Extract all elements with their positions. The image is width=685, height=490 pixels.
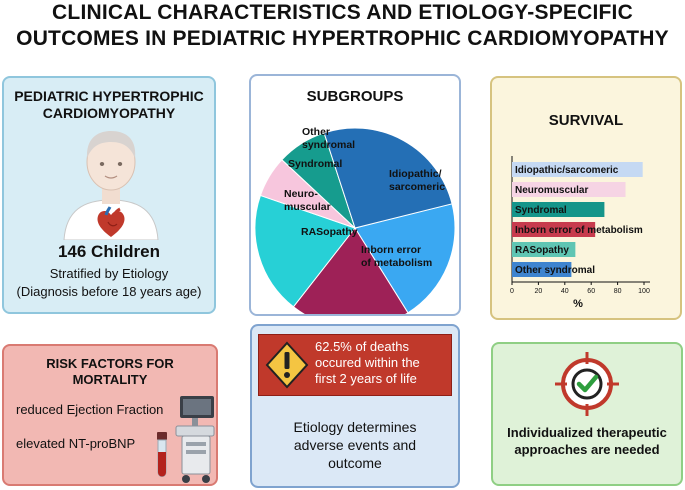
survival-tick-3: 60 <box>587 288 596 295</box>
cohort-title-line-2: CARDIOMYOPATHY <box>42 105 176 121</box>
early-deaths-line-3: first 2 years of life <box>315 371 417 386</box>
ultrasound-machine-icon <box>172 394 216 484</box>
survival-bar-label-1: Neuromuscular <box>515 185 589 196</box>
survival-panel <box>490 76 682 320</box>
subgroups-pie-chart <box>251 76 459 314</box>
survival-tick-2: 40 <box>560 288 569 295</box>
risk-factors-panel <box>2 344 218 486</box>
survival-bar-label-4: RASopathy <box>515 245 569 256</box>
pie-label-0: Idiopathic/ sarcomeric <box>389 168 446 193</box>
page-title <box>0 0 685 52</box>
pie-label-2: RASopathy <box>301 226 358 238</box>
cohort-title-line-1: PEDIATRIC HYPERTROPHIC <box>14 88 204 104</box>
pie-label-4: Syndromal <box>288 158 343 170</box>
early-deaths-text <box>315 339 449 387</box>
cohort-panel <box>2 76 216 314</box>
survival-bar-label-5: Other syndromal <box>515 265 596 276</box>
etiology-line-3: outcome <box>328 455 382 471</box>
risk-factors-title <box>4 356 216 388</box>
deaths-panel <box>250 324 460 488</box>
pie-label-1: Inborn error of metabolism <box>361 244 433 269</box>
survival-tick-0: 0 <box>510 288 514 295</box>
survival-bar-chart <box>492 78 680 318</box>
survival-tick-5: 100 <box>638 288 650 295</box>
blood-tube-icon <box>154 432 170 480</box>
individualized-line-1: Individualized therapeutic <box>507 425 667 440</box>
individualized-panel <box>491 342 683 486</box>
survival-title: SURVIVAL <box>548 112 624 129</box>
early-deaths-line-1: 62.5% of deaths <box>315 339 409 354</box>
etiology-statement <box>252 418 458 472</box>
subgroups-title: SUBGROUPS <box>306 88 404 105</box>
diagnosis-age-text: (Diagnosis before 18 years age) <box>16 284 202 299</box>
survival-axis-label: % <box>573 298 583 310</box>
title-line-2: OUTCOMES IN PEDIATRIC HYPERTROPHIC CARDIOMYOPATHY <box>16 27 669 50</box>
warning-icon <box>265 341 309 389</box>
survival-bar-label-2: Syndromal <box>515 205 567 216</box>
target-check-icon <box>553 350 621 418</box>
individualized-line-2: approaches are needed <box>514 442 660 457</box>
risk-title-line-2: MORTALITY <box>72 372 148 387</box>
etiology-line-2: adverse events and <box>293 437 417 453</box>
heart-icon <box>94 206 128 240</box>
subgroups-panel <box>249 74 461 316</box>
individualized-text <box>493 424 681 458</box>
title-line-1: CLINICAL CHARACTERISTICS AND ETIOLOGY-SPECIFIC <box>52 1 633 24</box>
survival-bar-label-3: Inborn error of metabolism <box>515 225 643 236</box>
survival-tick-1: 20 <box>534 288 543 295</box>
risk-ejection-fraction: reduced Ejection Fraction <box>16 402 164 417</box>
risk-title-line-1: RISK FACTORS FOR <box>46 356 174 371</box>
pie-label-5: Other syndromal <box>302 126 356 151</box>
etiology-line-1: Etiology determines <box>293 419 417 435</box>
cohort-count: 146 Children <box>57 242 161 261</box>
early-deaths-warning-box <box>258 334 452 396</box>
early-deaths-line-2: occured within the <box>315 355 420 370</box>
cohort-title <box>4 88 214 122</box>
pie-label-3: Neuro-muscular <box>284 188 331 213</box>
risk-nt-probnp: elevated NT-proBNP <box>16 436 136 451</box>
survival-tick-4: 80 <box>613 288 622 295</box>
survival-bar-label-0: Idiopathic/sarcomeric <box>515 165 619 176</box>
stratification-text: Stratified by Etiology <box>49 266 169 281</box>
